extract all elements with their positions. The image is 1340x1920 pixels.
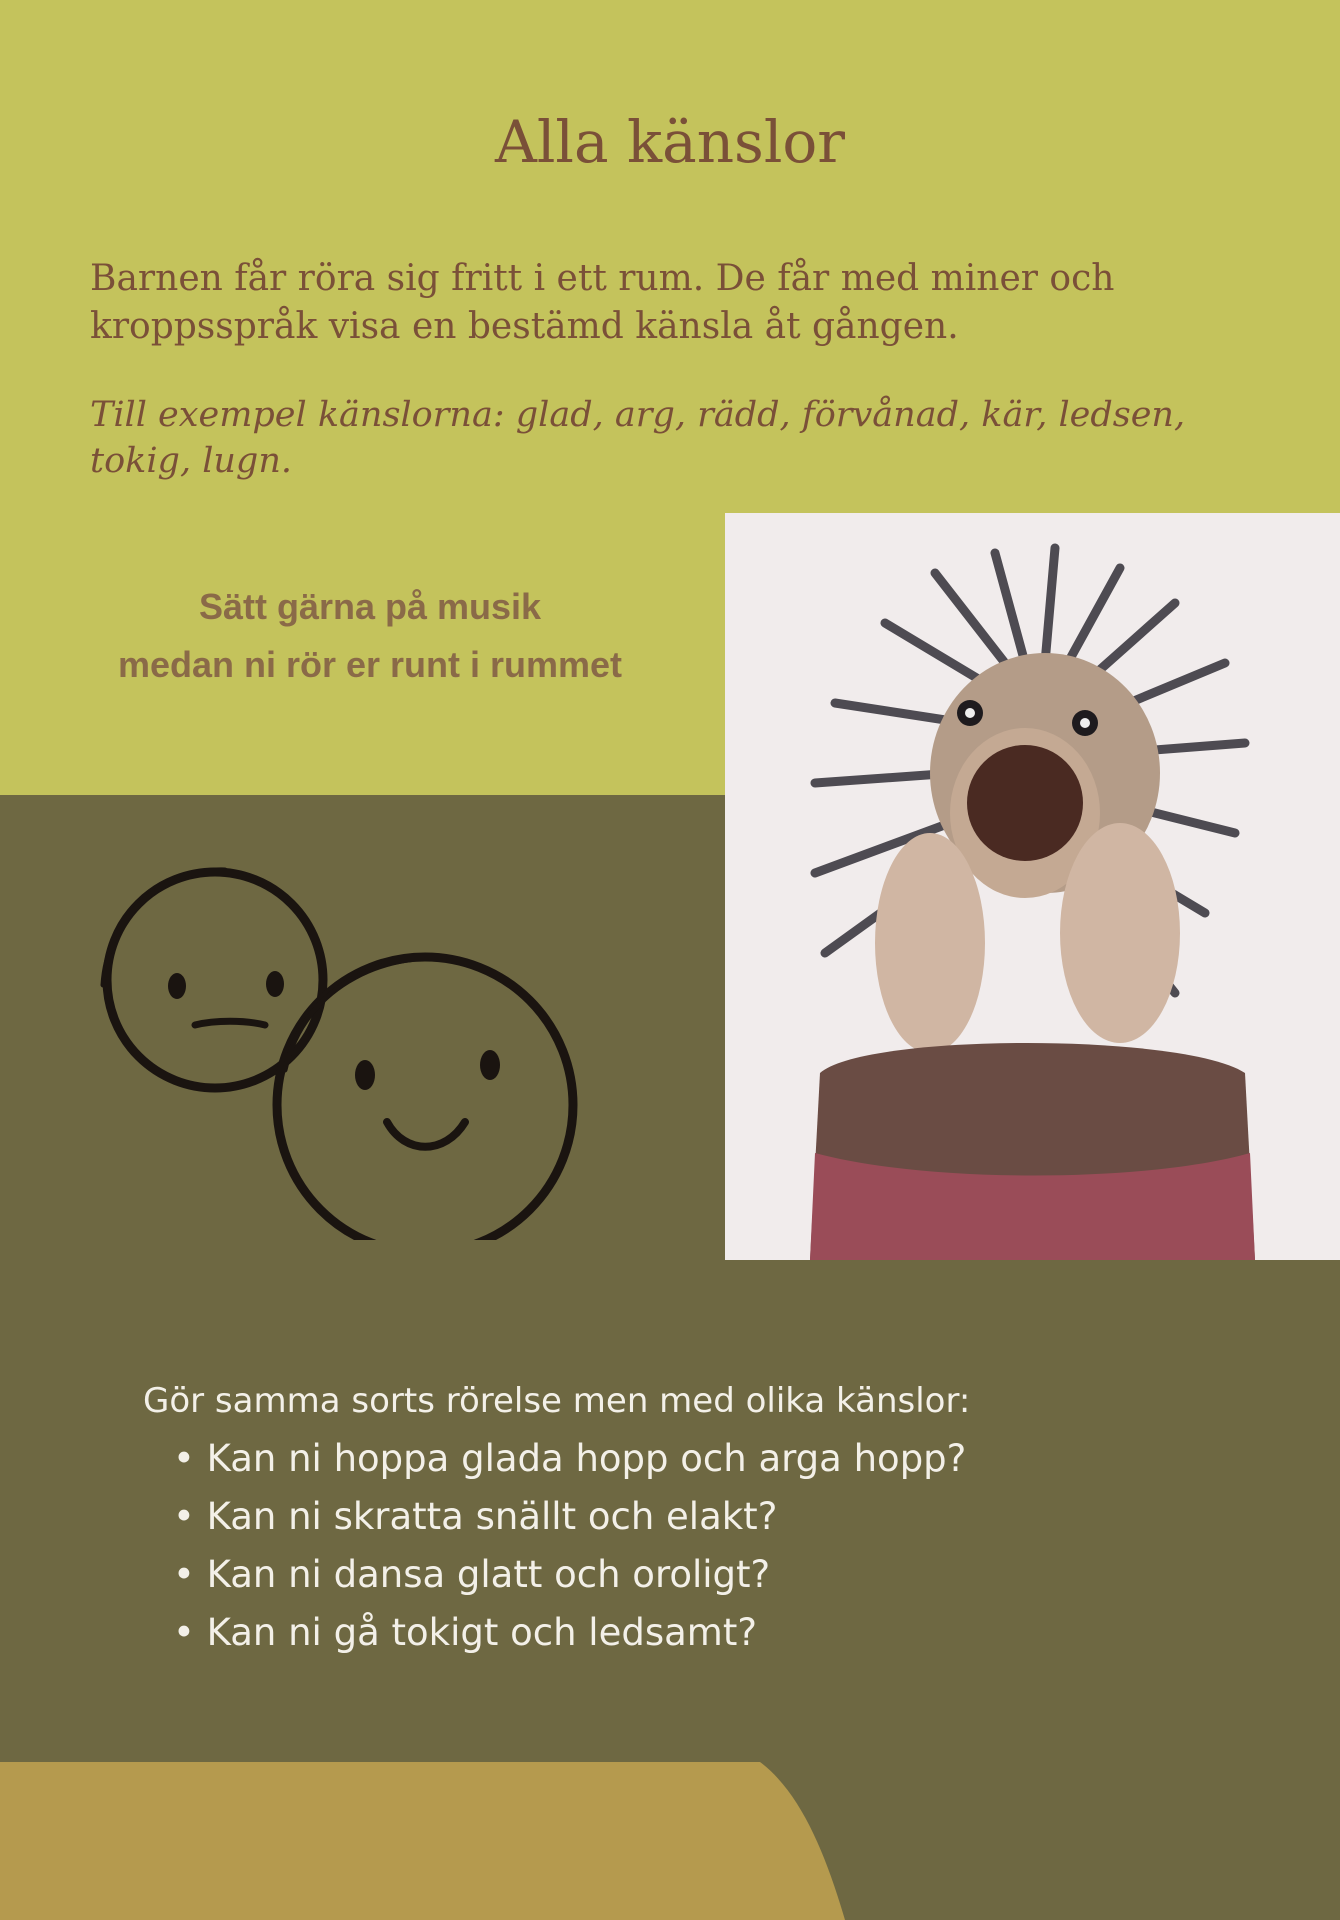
list-item: • Kan ni gå tokigt och ledsamt? xyxy=(173,1604,1293,1662)
intro-paragraph: Barnen får röra sig fritt i ett rum. De får med miner och kroppsspråk visa en bestämd känsla åt gången. xyxy=(90,258,1115,347)
hedgehog-puppet-photo xyxy=(725,513,1340,1260)
activity-lead: Gör samma sorts rörelse men med olika känslor: xyxy=(143,1381,971,1421)
activity-section xyxy=(143,1372,1293,1662)
page-title: Alla känslor xyxy=(494,108,846,176)
list-item: • Kan ni skratta snällt och elakt? xyxy=(173,1488,1293,1546)
music-tip xyxy=(40,578,700,694)
music-tip-line-1: Sätt gärna på musik xyxy=(198,586,542,627)
decorative-corner-shape xyxy=(0,1762,860,1920)
sad-and-happy-face-icon xyxy=(95,860,595,1240)
list-item: • Kan ni dansa glatt och oroligt? xyxy=(173,1546,1293,1604)
question-list xyxy=(143,1430,1293,1662)
music-tip-line-2: medan ni rör er runt i rummet xyxy=(117,644,623,685)
emotion-examples: Till exempel känslorna: glad, arg, rädd, förvånad, kär, ledsen, tokig, lugn. xyxy=(90,395,1186,481)
list-item: • Kan ni hoppa glada hopp och arga hopp? xyxy=(173,1430,1293,1488)
